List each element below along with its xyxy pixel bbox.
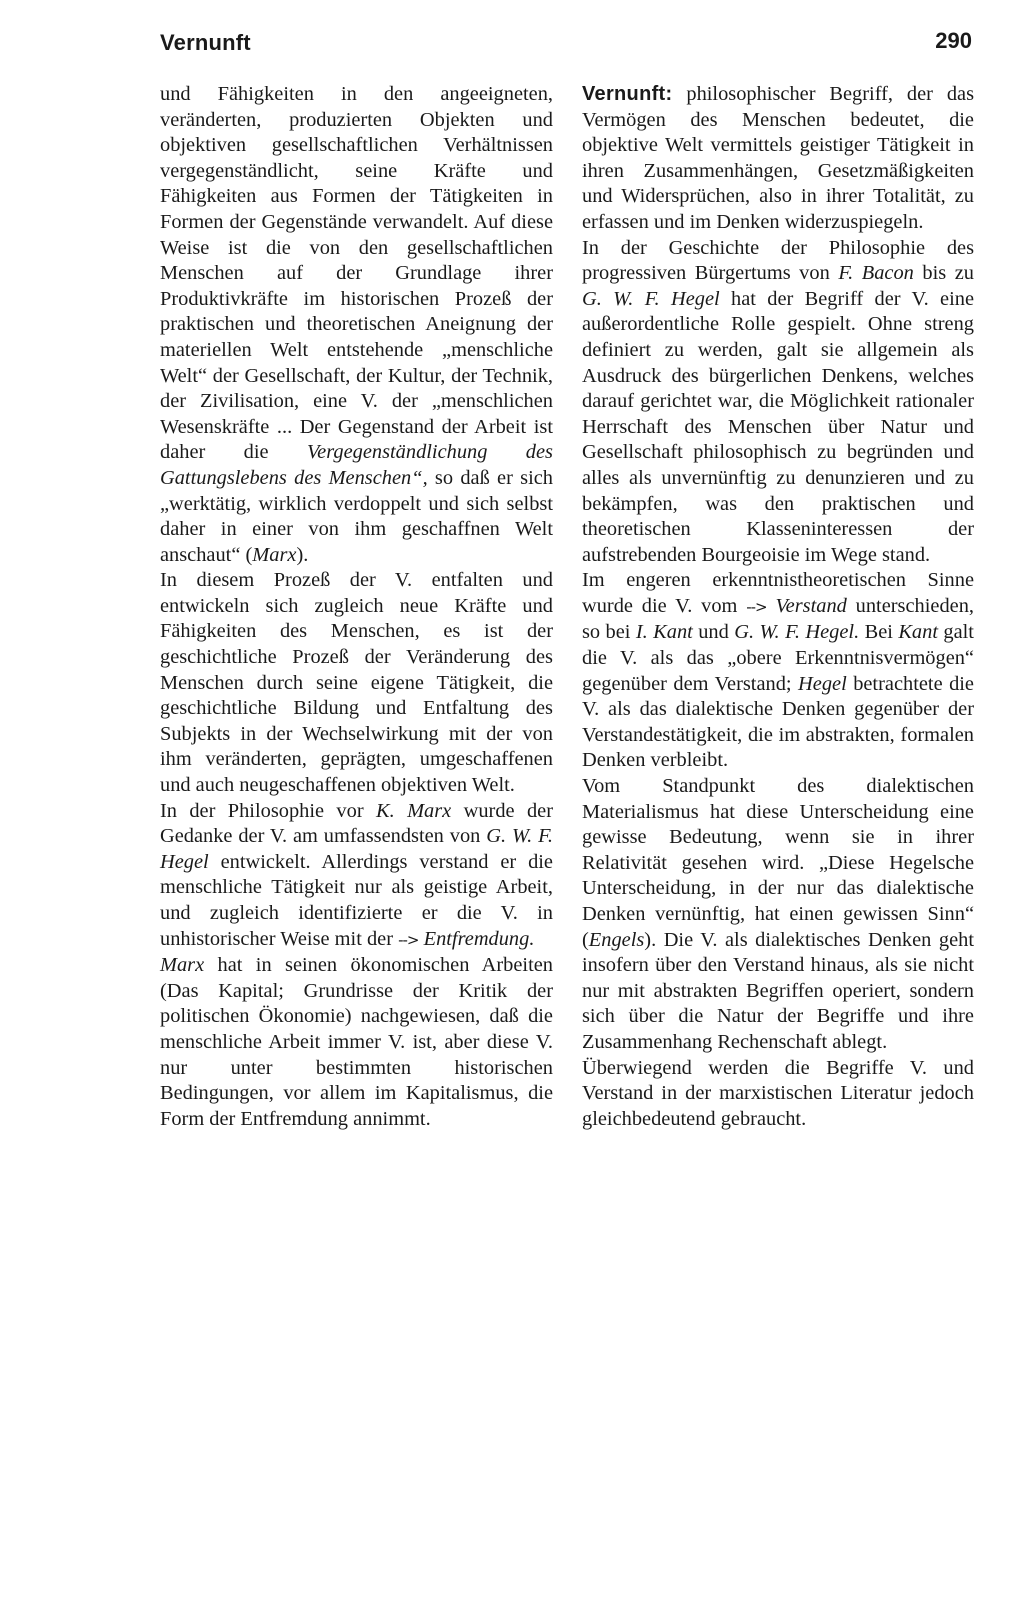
- italic-text-run: G. W. F. Hegel: [160, 825, 553, 873]
- text-run: bis zu: [913, 262, 974, 285]
- italic-text-run: Hegel: [798, 672, 847, 695]
- right-paragraph-1: [582, 82, 974, 236]
- text-run: betrachtete die V. als das dialektische Denken gegenüber der Verstandestätigkeit, die im abstrakten, formalen Denken verbleibt.: [582, 672, 974, 772]
- italic-text-run: G. W. F. Hegel: [582, 287, 720, 310]
- text-run: so daß er sich „werktätig, wirklich verdoppelt und sich selbst daher in einer von ihm geschaffnen Welt anschaut“ (: [160, 466, 553, 566]
- text-run: hat in seinen ökonomischen Arbeiten (Das Kapital; Grundrisse der Kritik der politischen Ökonomie) nachgewiesen, daß die menschliche Arbeit immer V. ist, aber diese V. nur unter bestimmten historischen Bedingungen, vor allem im Kapitalismus, die Form der Entfremdung annimmt.: [160, 954, 553, 1130]
- left-paragraph-2: [160, 568, 553, 798]
- italic-text-run: F. Bacon: [838, 262, 914, 285]
- text-run: galt die V. als das „obere Erkenntnisvermögen“ gegenüber dem Verstand;: [582, 621, 974, 695]
- text-run: ). Die V. als dialektisches Denken geht insofern über den Verstand hinaus, als sie nicht nur mit abstrakten Begriffen operiert, sondern sich über die Natur der Begriffe und ihre Zusammenhang Rechenschaft ablegt.: [582, 928, 974, 1053]
- page-number: 290: [935, 28, 972, 53]
- italic-text-run: Marx: [252, 543, 297, 566]
- italic-text-run: Vergegenständlichung des Gattungslebens des Menschen“,: [160, 441, 553, 489]
- cross-reference-arrow-icon: -->: [746, 597, 767, 616]
- text-run: In der Geschichte der Philosophie des progressiven Bürgertums von: [582, 236, 974, 285]
- text-run: hat der Begriff der V. eine außerordentliche Rolle gespielt. Ohne streng definiert zu werden, galt sie allgemein als Ausdruck des bürgerlichen Denkens, welches darauf gerichtet war, die Möglichkeit rationaler Herrschaft des Menschen über Natur und Gesellschaft philosophisch zu begründen und alles als unvernünftig zu denunzieren und zu bekämpfen, was den praktischen und theoretischen Klasseninteressen der aufstrebenden Bourgeoisie im Wege stand.: [582, 287, 974, 566]
- cross-reference-arrow-icon: -->: [398, 930, 419, 949]
- italic-text-run: Verstand: [775, 594, 847, 617]
- left-paragraph-4: [160, 953, 553, 1132]
- right-paragraph-3: [582, 568, 974, 774]
- right-column: [582, 82, 974, 1132]
- italic-text-run: Engels: [588, 928, 645, 951]
- text-run: Überwiegend werden die Begriffe V. und Verstand in der marxistischen Literatur jedoch gleichbedeutend gebraucht.: [582, 1056, 974, 1130]
- text-run: philosophischer Begriff, der das Vermögen des Menschen bedeutet, die objektive Welt vermittels geistiger Tätigkeit in ihren Zusammenhängen, Gesetzmäßigkeiten und Widersprüchen, also in ihrer Totalität, zu erfassen und im Denken widerzuspiegeln.: [582, 83, 974, 233]
- text-run: Im engeren erkenntnistheoretischen Sinne wurde die V. vom: [582, 569, 974, 617]
- text-run: ).: [296, 543, 309, 566]
- right-paragraph-2: [582, 236, 974, 569]
- text-run: und Fähigkeiten in den angeeigneten, veränderten, produzierten Objekten und objektiven gesellschaftlichen Verhältnissen vergegenständlicht, seine Kräfte und Fähigkeiten aus Formen der Tätigkeiten in Formen der Gegenstände verwandelt. Auf diese Weise ist die von den gesellschaftlichen Menschen auf der Grundlage ihrer Produktivkräfte im historischen Prozeß der praktischen und theoretischen Aneignung der materiellen Welt entstehende „menschliche Welt“ der Gesellschaft, der Kultur, der Technik, der Zivilisation, eine V. der „menschlichen Wesenskräfte ... Der Gegenstand der Arbeit ist daher die: [160, 83, 553, 464]
- text-run: Vom Standpunkt des dialektischen Materialismus hat diese Unterscheidung eine gewisse Bedeutung, wenn sie in ihrer Relativität gesehen wird. „Diese Hegelsche Unterscheidung, in der nur das dialektische Denken vernünftig, hat einen gewissen Sinn“ (: [582, 775, 974, 951]
- italic-text-run: Entfremdung.: [423, 927, 535, 950]
- left-column: [160, 82, 553, 1132]
- text-run: entwickelt. Allerdings verstand er die menschliche Tätigkeit nur als geistige Arbeit, und zugleich identifizierte er die V. in unhistorischer Weise mit der: [160, 850, 553, 950]
- text-run: In diesem Prozeß der V. entfalten und entwickeln sich zugleich neue Kräfte und Fähigkeiten des Menschen, es ist der geschichtliche Prozeß der Veränderung des Menschen durch seine eigene Tätigkeit, die geschichtliche Bildung und Entfaltung des Subjekts in der Wechselwirkung mit der von ihm veränderten, geprägten, umgeschaffenen und auch neugeschaffenen objektiven Welt.: [160, 569, 553, 797]
- left-paragraph-1: [160, 82, 553, 568]
- text-run: unterschieden, so bei: [582, 594, 974, 644]
- right-paragraph-5: [582, 1056, 974, 1133]
- text-run: Bei: [859, 621, 899, 644]
- text-run: In der Philosophie vor: [160, 799, 376, 822]
- italic-text-run: Marx: [160, 954, 205, 977]
- text-run: wurde der Gedanke der V. am umfassendsten von: [160, 799, 553, 848]
- text-run: und: [692, 621, 735, 644]
- running-head: Vernunft: [160, 30, 251, 55]
- entry-headword: Vernunft:: [582, 83, 673, 105]
- italic-text-run: I. Kant: [635, 621, 693, 644]
- italic-text-run: G. W. F. Hegel.: [734, 621, 860, 644]
- right-paragraph-4: [582, 774, 974, 1056]
- left-paragraph-3: [160, 799, 553, 954]
- italic-text-run: Kant: [898, 621, 938, 644]
- italic-text-run: K. Marx: [376, 799, 452, 822]
